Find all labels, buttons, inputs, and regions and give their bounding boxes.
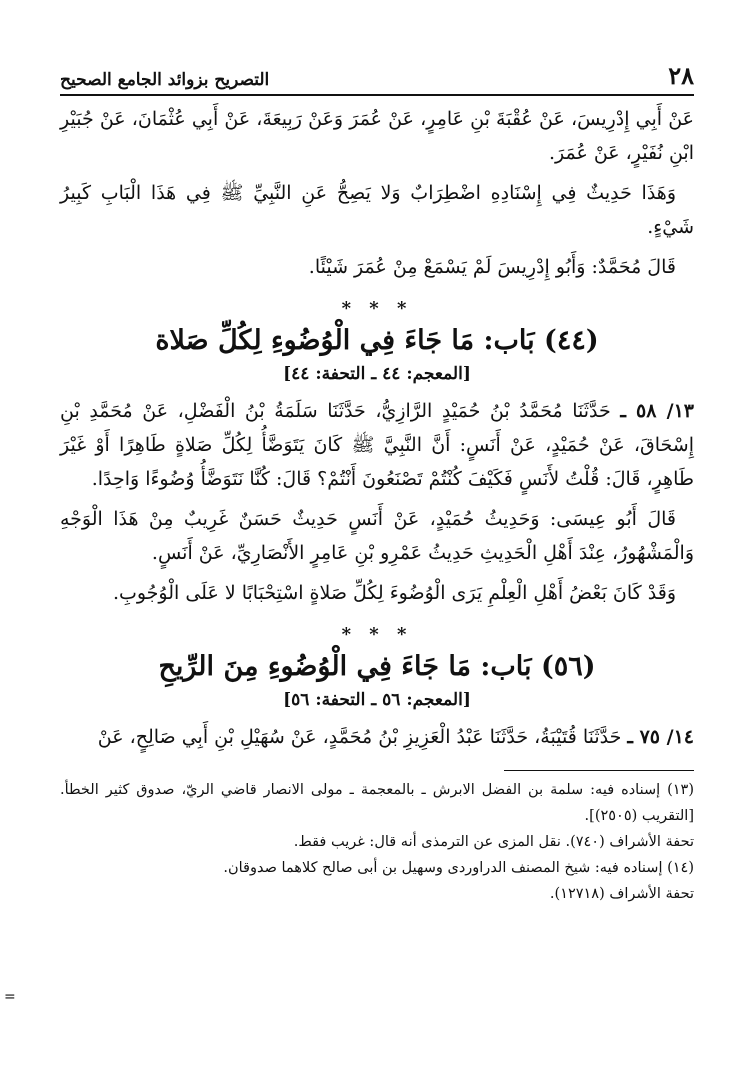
page-number: ٢٨ — [668, 61, 694, 90]
hadith-number: ١٤/ ٧٥ ـ — [627, 726, 694, 748]
hadith-13 — [60, 394, 694, 496]
hadith-text: حَدَّثَنَا قُتَيْبَةُ، حَدَّثَنَا عَبْدُ الْعَزِيزِ بْنُ مُحَمَّدٍ، عَنْ سُهَيْلِ بْنِ أَبِي صَالِحٍ، عَنْ — [97, 726, 622, 748]
header-rule — [60, 94, 694, 96]
paragraph-abu-isa: قَالَ أَبُو عِيسَى: وَحَدِيثُ حُمَيْدٍ، عَنْ أَنَسٍ حَدِيثٌ حَسَنٌ غَرِيبٌ مِنْ هَذَا الْوَجْهِ وَالْمَشْهُورُ، عِنْدَ أَهْلِ الْحَدِيثِ حَدِيثُ عَمْرِو بْنِ عَامِرٍ الأَنْصَارِيِّ، عَنْ أَنَسٍ. — [60, 508, 694, 564]
page-header — [60, 58, 694, 90]
footnote-13: (١٣) إسناده فيه: سلمة بن الفضل الابرش ـ بالمعجمة ـ مولى الانصار قاضي الريّ، صدوق كثير الخطأ. [التقريب (٢٥٠٥)]. — [60, 782, 694, 824]
hadith-number: ١٣/ ٥٨ ـ — [620, 400, 694, 422]
margin-mark: = — [4, 989, 16, 1005]
paragraph-hadith-comment: وَهَذَا حَدِيثٌ فِي إِسْنَادِهِ اضْطِرَابٌ وَلا يَصِحُّ عَنِ النَّبِيِّ ﷺ فِي هَذَا الْبَابِ كَبِيرُ شَيْءٍ. — [60, 182, 694, 238]
paragraph-muhammad-note: قَالَ مُحَمَّدٌ: وَأَبُو إِدْرِيسَ لَمْ يَسْمَعْ مِنْ عُمَرَ شَيْئًا. — [308, 256, 676, 278]
footnote-13-tuhfa: تحفة الأشراف (٧٤٠). نقل المزى عن الترمذى أنه قال: غريب فقط. — [293, 834, 694, 850]
chapter-reference-56: [المعجم: ٥٦ ـ التحفة: ٥٦] — [283, 690, 471, 710]
chapter-title-44: (٤٤) بَاب: مَا جَاءَ فِي الْوُضُوءِ لِكُلِّ صَلاة — [155, 325, 599, 356]
hadith-14 — [60, 720, 694, 754]
running-title: التصريح بزوائد الجامع الصحيح — [60, 70, 270, 90]
section-separator: * * * — [341, 624, 413, 645]
chapter-title-56: (٥٦) بَاب: مَا جَاءَ فِي الْوُضُوءِ مِنَ الرِّيحِ — [158, 651, 596, 682]
hadith-text: حَدَّثَنَا مُحَمَّدُ بْنُ حُمَيْدٍ الرَّازِيُّ، حَدَّثَنَا سَلَمَةُ بْنُ الْفَضْلِ، عَنْ مُحَمَّدِ بْنِ إِسْحَاقَ، عَنْ حُمَيْدٍ، عَنْ أَنَسٍ: أَنَّ النَّبِيَّ ﷺ كَانَ يَتَوَضَّأُ لِكُلِّ صَلاةٍ طَاهِرًا أَوْ غَيْرَ طَاهِرٍ، قَالَ: قُلْتُ لأَنَسٍ فَكَيْفَ كُنْتُمْ تَصْنَعُونَ أَنْتُمْ؟ قَالَ: كُنَّا نَتَوَضَّأُ وُضُوءًا وَاحِدًا. — [60, 400, 694, 490]
paragraph-ahl-ilm: وَقَدْ كَانَ بَعْضُ أَهْلِ الْعِلْمِ يَرَى الْوُضُوءَ لِكُلِّ صَلاةٍ اسْتِحْبَابًا لا عَلَى الْوُجُوبِ. — [112, 582, 676, 604]
section-separator: * * * — [341, 298, 413, 319]
footnote-rule — [504, 770, 694, 771]
paragraph-isnad-continuation: عَنْ أَبِي إِدْرِيسَ، عَنْ عُقْبَةَ بْنِ عَامِرٍ، عَنْ عُمَرَ وَعَنْ رَبِيعَةَ، عَنْ أَبِي عُثْمَانَ، عَنْ جُبَيْرِ ابْنِ نُفَيْرٍ، عَنْ عُمَرَ. — [60, 108, 694, 164]
page — [60, 58, 694, 1065]
footnote-14: (١٤) إسناده فيه: شيخ المصنف الدراوردى وسهيل بن أبى صالح كلاهما صدوقان. — [223, 860, 694, 876]
footnote-14-tuhfa: تحفة الأشراف (١٢٧١٨). — [549, 886, 694, 902]
chapter-reference-44: [المعجم: ٤٤ ـ التحفة: ٤٤] — [283, 364, 471, 384]
